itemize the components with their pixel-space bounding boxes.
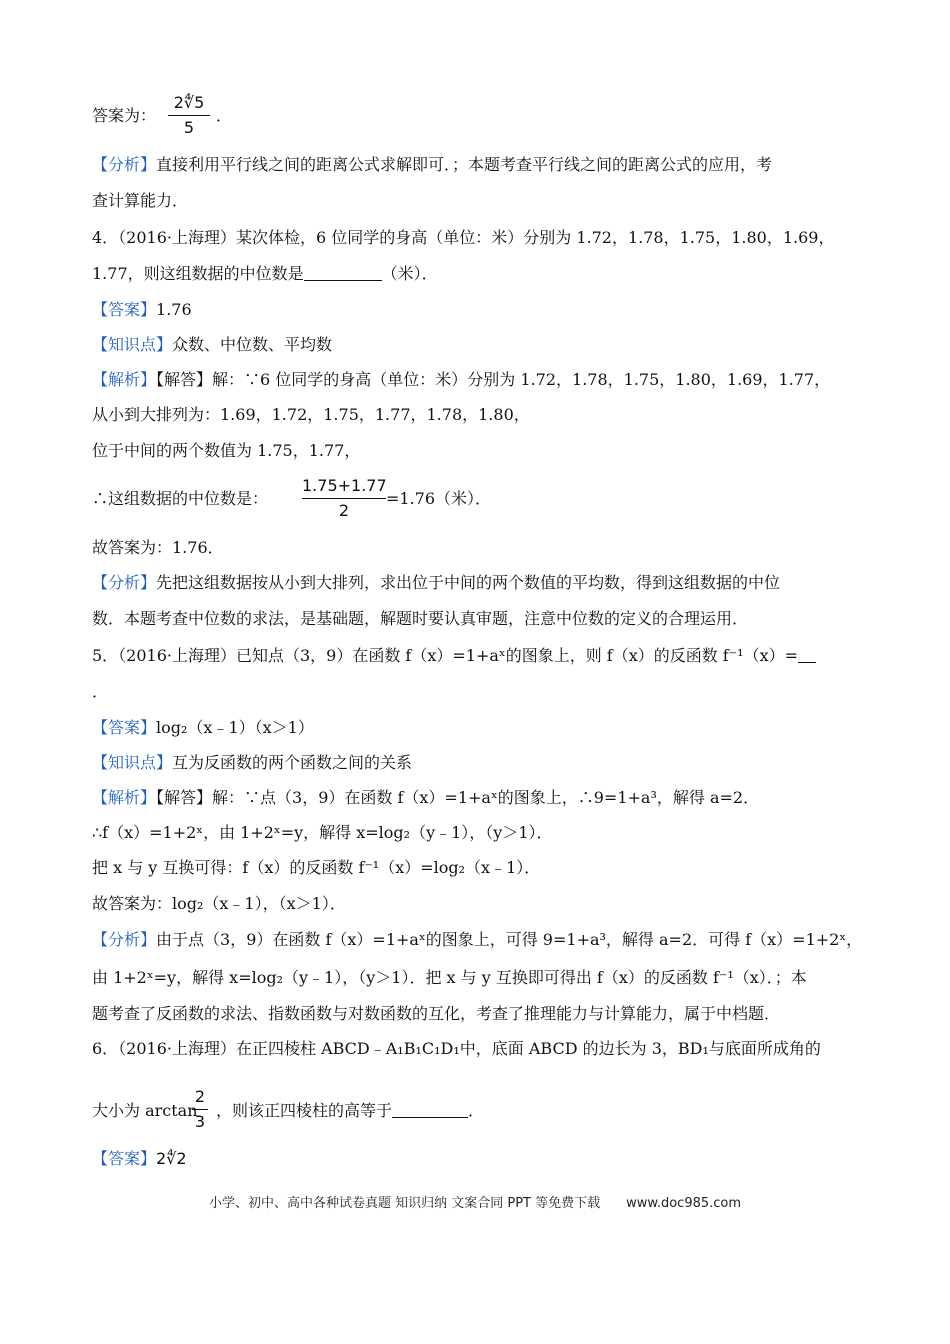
analysis-tag: 【分析】	[92, 930, 157, 949]
fraction-bar	[302, 498, 386, 499]
q4-analysis-line-2: 数．本题考查中位数的求法，是基础题，解题时要认真审题，注意中位数的定义的合理运用．	[92, 609, 749, 628]
q6-stem-line-2-rest: ，则该正四棱柱的高等于 ．	[216, 1101, 485, 1120]
q4-solution-line-4: ∴这组数据的中位数是：	[92, 489, 269, 508]
knowledge-point-tag: 【知识点】	[92, 753, 173, 772]
q5-solution-line-4: 故答案为：log₂（x﹣1），（x＞1）．	[92, 894, 346, 913]
q5-solution-line-2: ∴f（x）=1+2ˣ，由 1+2ˣ=y，解得 x=log₂（y﹣1），（y＞1）．	[92, 823, 553, 842]
answer-line: 答案为：	[92, 106, 157, 125]
q4-solution-result: =1.76（米）．	[386, 489, 492, 508]
solution-tag: 【解析】	[92, 370, 157, 389]
analysis-line-2: 查计算能力．	[92, 191, 189, 210]
q6-stem-line-2: 大小为 arctan	[92, 1101, 198, 1120]
q4-stem-line-2: 1.77，则这组数据的中位数是 （米）．	[92, 264, 438, 283]
answer-blank	[798, 648, 816, 663]
answer-blank	[392, 1103, 468, 1118]
analysis-tag: 【分析】	[92, 155, 157, 174]
q5-stem-line-2: ．	[92, 682, 109, 701]
analysis-paragraph: 【分析】直接利用平行线之间的距离公式求解即可．；本题考查平行线之间的距离公式的应用，考	[92, 155, 773, 174]
page-footer	[0, 1192, 950, 1211]
q4-solution-line-1: 【解析】【解答】解：∵6 位同学的身高（单位：米）分别为 1.72，1.78，1.75，1.80，1.69，1.77，	[92, 370, 831, 389]
q4-knowledge-point: 【知识点】众数、中位数、平均数	[92, 335, 333, 354]
q5-analysis-line-3: 题考查了反函数的求法、指数函数与对数函数的互化，考查了推理能力与计算能力，属于中档题．	[92, 1004, 781, 1023]
arctan-fraction: 2 3	[192, 1086, 208, 1133]
q6-answer: 【答案】2∜2	[92, 1149, 187, 1168]
q4-solution-line-2: 从小到大排列为：1.69，1.72，1.75，1.77，1.78，1.80，	[92, 405, 530, 424]
q5-stem-line-1: 5．（2016·上海理）已知点（3，9）在函数 f（x）=1+aˣ的图象上，则 f（x）的反函数 f⁻¹（x）=	[92, 646, 816, 666]
answer-tag: 【答案】	[92, 1149, 157, 1168]
q4-solution-line-5: 故答案为：1.76．	[92, 538, 224, 557]
q6-stem-line-1: 6．（2016·上海理）在正四棱柱 ABCD﹣A₁B₁C₁D₁中，底面 ABCD 的边长为 3，BD₁与底面所成角的	[92, 1039, 821, 1058]
q4-analysis-line-1: 【分析】先把这组数据按从小到大排列，求出位于中间的两个数值的平均数，得到这组数据的中位	[92, 573, 781, 592]
analysis-tag: 【分析】	[92, 573, 157, 592]
answer-fraction: 2∜5 5	[168, 92, 210, 139]
q4-answer: 【答案】1.76	[92, 300, 192, 319]
q4-solution-line-3: 位于中间的两个数值为 1.75，1.77，	[92, 441, 361, 460]
answer-suffix: ．	[216, 106, 233, 125]
q5-analysis-line-1: 【分析】由于点（3，9）在函数 f（x）=1+aˣ的图象上，可得 9=1+a³，解得 a=2．可得 f（x）=1+2ˣ，	[92, 930, 863, 949]
q5-knowledge-point: 【知识点】互为反函数的两个函数之间的关系	[92, 753, 413, 772]
fraction-bar	[168, 115, 210, 116]
fraction-bar	[192, 1109, 208, 1110]
answer-tag: 【答案】	[92, 300, 157, 319]
q5-solution-line-3: 把 x 与 y 互换可得：f（x）的反函数 f⁻¹（x）=log₂（x﹣1）．	[92, 858, 541, 877]
q4-stem-line-1: 4．（2016·上海理）某次体检，6 位同学的身高（单位：米）分别为 1.72，1.78，1.75，1.80，1.69，	[92, 228, 835, 247]
footer-url[interactable]: www.doc985.com	[626, 1196, 742, 1211]
solution-tag: 【解析】	[92, 788, 157, 807]
median-fraction: 1.75+1.77 2	[302, 476, 387, 520]
q5-solution-line-1: 【解析】【解答】解：∵点（3，9）在函数 f（x）=1+aˣ的图象上，∴9=1+a³，解得 a=2．	[92, 788, 760, 807]
answer-blank	[304, 266, 382, 281]
knowledge-point-tag: 【知识点】	[92, 335, 173, 354]
footer-text: 小学、初中、高中各种试卷真题 知识归纳 文案合同 PPT 等免费下载	[208, 1196, 601, 1211]
q5-analysis-line-2: 由 1+2ˣ=y，解得 x=log₂（y﹣1），（y＞1）．把 x 与 y 互换即可得出 f（x）的反函数 f⁻¹（x）．；本	[92, 968, 807, 987]
q5-answer: 【答案】log₂（x﹣1）（x＞1）	[92, 718, 314, 737]
answer-tag: 【答案】	[92, 718, 157, 737]
